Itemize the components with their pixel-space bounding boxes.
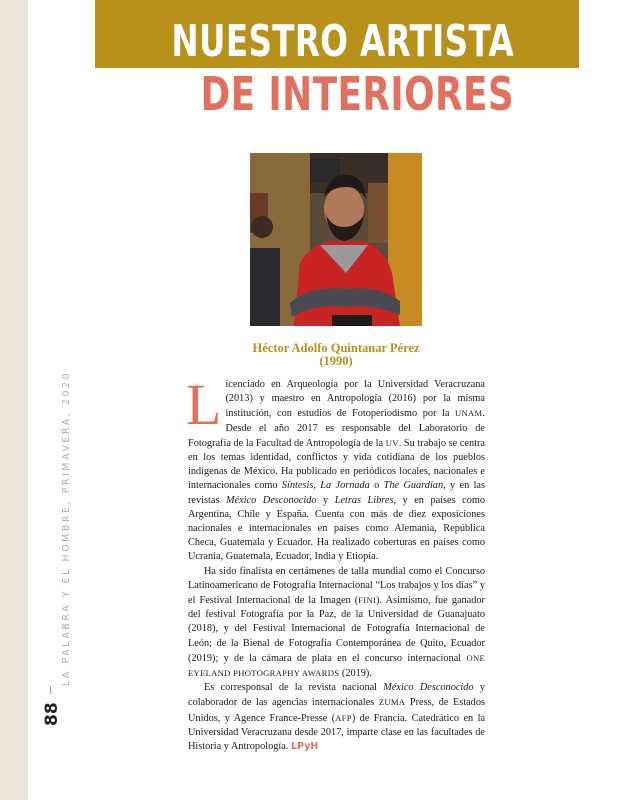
- text-run: ZUMA: [378, 697, 406, 708]
- text-run: y colaborador de las agencias internacionales: [188, 682, 485, 709]
- text-run: ,: [313, 480, 321, 492]
- text-run: (2019).: [339, 668, 372, 680]
- left-margin-strip: [0, 0, 28, 800]
- text-run: FINI: [358, 595, 377, 606]
- text-run: UV: [385, 437, 399, 448]
- biography-paragraph-3: [188, 681, 485, 754]
- page-number: [36, 694, 66, 728]
- text-run: ) de Francia. Catedrático en la Universidad Veracruzana desde 2017, imparte clase en las facultades de Historia y Antropología.: [188, 712, 486, 753]
- page-number-rule: [50, 686, 51, 694]
- biography-paragraph-1: [186, 372, 486, 565]
- text-run: . Su trabajo se centra en los temas identidad, conflictos y vida cotidiana de los pueblos indígenas de México. Ha publicado en periódicos locales, nacionales e internacionales como: [188, 437, 485, 492]
- artist-photo-image: [250, 153, 422, 326]
- page-title-line1: NUESTRO ARTISTA: [171, 16, 514, 67]
- running-head: [58, 370, 78, 686]
- text-run: The Guardian: [383, 480, 444, 492]
- text-run: o: [369, 480, 384, 492]
- biography-text: [186, 372, 486, 754]
- text-run: . Desde el año 2017 es responsable del Laboratorio de Fotografía de la Facultad de Antropología de la: [188, 408, 485, 449]
- drop-cap: L: [186, 372, 222, 437]
- biography-paragraph-2: [188, 565, 485, 682]
- magazine-signoff: LPyH: [290, 741, 319, 753]
- text-run: AFP: [335, 712, 352, 723]
- text-run: icenciado en Arqueología por la Universidad Veracruzana (2013) y maestro en Antropología (2016) por la misma institución, con estudios de Fotoperiodismo por la: [225, 379, 485, 420]
- text-run: Press, de Estados Unidos, y Agence France-Presse (: [188, 697, 485, 724]
- text-run: Es corresponsal de la revista nacional: [204, 682, 384, 694]
- artist-photo: [250, 153, 422, 326]
- page-title-line2: DE INTERIORES: [200, 67, 514, 121]
- text-run: Ha sido finalista en certámenes de talla mundial como el Concurso Latinoamericano de Fotografía Internacional “Los trabajos y los días” y el Festival Internacional de la Imagen (: [188, 565, 485, 607]
- text-run: ONE EYELAND PHOTOGRAPHY AWARDS: [188, 652, 485, 679]
- text-run: México Desconocido: [383, 682, 474, 694]
- text-run: , y en países como Argentina, Chile y España. Cuenta con más de diez exposiciones nacionales e internacionales en países como Alemania, República Checa, Guatemala y Ecuador. Ha realizado coberturas en países como Ucrania, Guatemala, Ecuador, India y Etiopía.: [188, 494, 486, 563]
- text-run: ). Asimismo, fue ganador del festival Fotografía por la Paz, de la Universidad de Guanajuato (2018), y del Festival Internacional de Fotografía Internacional de León; de la Bienal de Fotografía Contemporánea de Quito, Ecuador (2019); y de la cámara de plata en el concurso internacional: [188, 595, 485, 664]
- text-run: México Desconocido: [225, 494, 317, 506]
- text-run: Letras Libres: [334, 494, 394, 506]
- text-run: y: [316, 494, 335, 506]
- text-run: , y en las revistas: [188, 480, 486, 506]
- running-head-text: LA PALABRA Y EL HOMBRE, PRIMAVERA, 2020: [61, 370, 72, 686]
- photo-caption-year: (1990): [319, 354, 353, 368]
- page-number-text: 88: [42, 702, 62, 726]
- text-run: UNAM: [454, 408, 483, 419]
- photo-caption-name: Héctor Adolfo Quintanar Pérez: [252, 341, 420, 355]
- text-run: La Jornada: [320, 480, 370, 492]
- text-run: Síntesis: [281, 480, 314, 492]
